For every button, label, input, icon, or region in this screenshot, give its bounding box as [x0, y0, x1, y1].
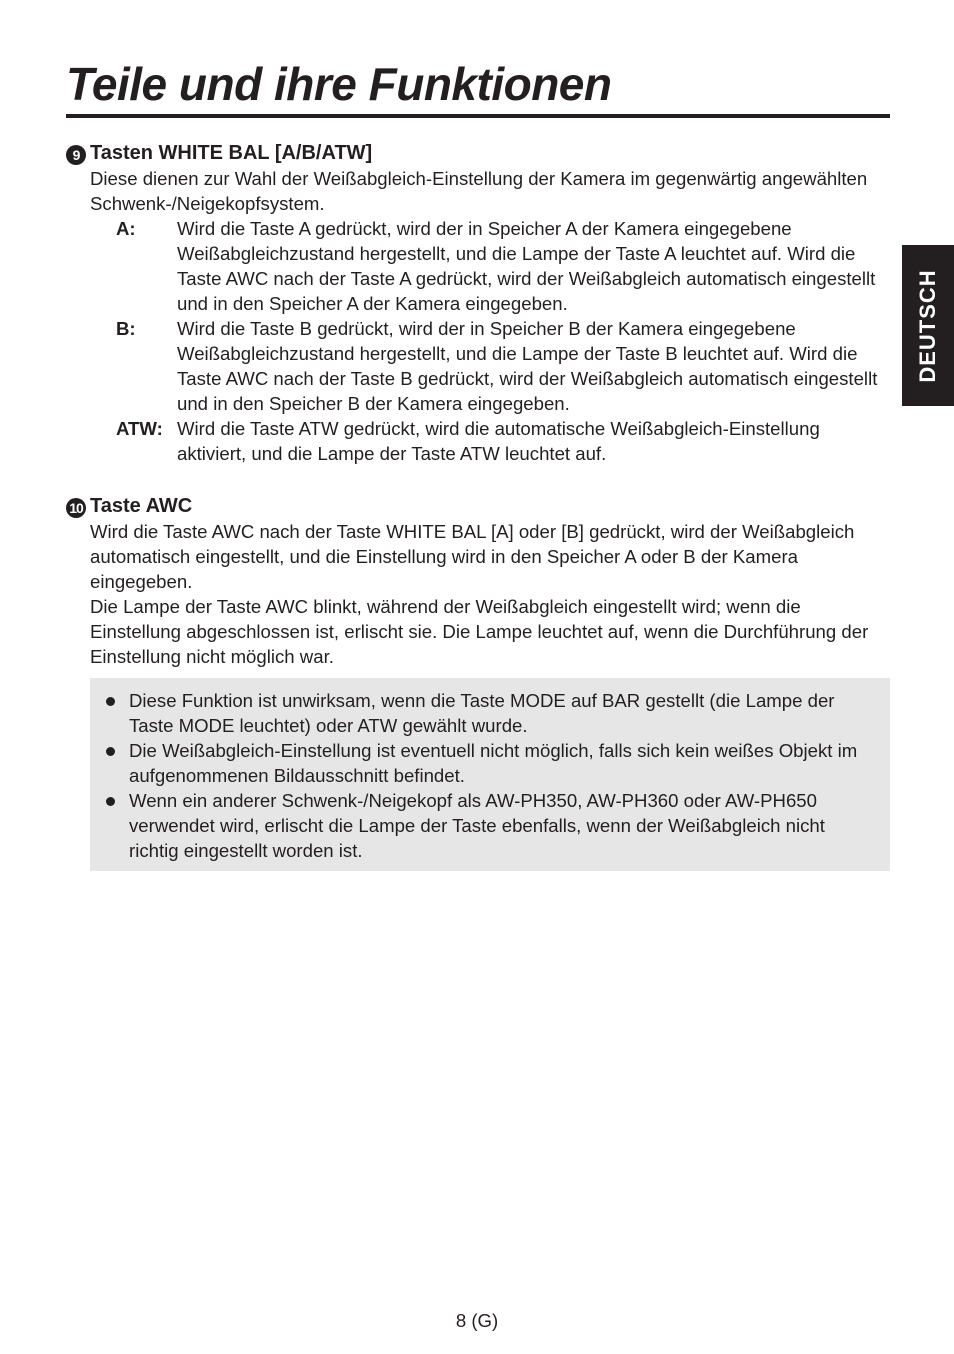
item-label: A:	[116, 218, 136, 239]
section-heading	[66, 493, 890, 519]
notes-list	[90, 678, 890, 863]
button-description-list	[116, 216, 890, 466]
section-number-badge: 10	[66, 498, 86, 518]
item-text: Wird die Taste ATW gedrückt, wird die automatische Weißabgleich-Einstellung aktiviert, und die Lampe der Taste ATW leuchtet auf.	[177, 418, 820, 464]
page-title: Teile und ihre Funktionen	[66, 58, 612, 110]
section-white-bal	[66, 140, 890, 466]
item-text: Wird die Taste A gedrückt, wird der in Speicher A der Kamera eingegebene Weißabgleichzustand hergestellt, und die Lampe der Taste A leuchtet auf. Wird die Taste AWC nach der Taste A gedrückt, wird der Weißabgleich automatisch eingestellt und in den Speicher A der Kamera eingegeben.	[177, 218, 876, 314]
notes-box	[90, 678, 890, 871]
title-divider	[66, 114, 890, 118]
language-tab-label: DEUTSCH	[915, 268, 940, 383]
item-label: B:	[116, 318, 136, 339]
list-item	[116, 216, 890, 316]
section-number-badge: 9	[66, 145, 86, 165]
item-label: ATW:	[116, 418, 163, 439]
section-paragraph: Wird die Taste AWC nach der Taste WHITE BAL [A] oder [B] gedrückt, wird der Weißabgleich automatisch eingestellt, und die Einstellung wird in den Speicher A oder B der Kamera eingegeben.	[90, 521, 855, 592]
list-item	[116, 316, 890, 416]
section-title: Taste AWC	[90, 495, 193, 517]
note-item: Die Weißabgleich-Einstellung ist eventuell nicht möglich, falls sich kein weißes Objekt im aufgenommenen Bildausschnitt befindet.	[129, 738, 876, 788]
section-heading	[66, 140, 890, 166]
section-title: Tasten WHITE BAL [A/B/ATW]	[90, 142, 373, 164]
section-awc	[66, 493, 890, 669]
list-item	[116, 416, 890, 466]
item-text: Wird die Taste B gedrückt, wird der in Speicher B der Kamera eingegebene Weißabgleichzustand hergestellt, und die Lampe der Taste B leuchtet auf. Wird die Taste AWC nach der Taste B gedrückt, wird der Weißabgleich automatisch eingestellt und in den Speicher B der Kamera eingegeben.	[177, 318, 878, 414]
section-intro: Diese dienen zur Wahl der Weißabgleich-Einstellung der Kamera im gegenwärtig angewählten Schwenk-/Neigekopfsystem.	[90, 168, 868, 214]
note-item: Diese Funktion ist unwirksam, wenn die Taste MODE auf BAR gestellt (die Lampe der Taste MODE leuchtet) oder ATW gewählt wurde.	[129, 688, 876, 738]
section-paragraph: Die Lampe der Taste AWC blinkt, während der Weißabgleich eingestellt wird; wenn die Einstellung abgeschlossen ist, erlischt sie. Die Lampe leuchtet auf, wenn die Durchführung der Einstellung nicht möglich war.	[90, 596, 869, 667]
note-item: Wenn ein anderer Schwenk-/Neigekopf als AW-PH350, AW-PH360 oder AW-PH650 verwendet wird, erlischt die Lampe der Taste ebenfalls, wenn der Weißabgleich nicht richtig eingestellt worden ist.	[129, 788, 876, 863]
language-tab	[902, 245, 954, 406]
page-number: 8 (G)	[455, 1310, 499, 1331]
